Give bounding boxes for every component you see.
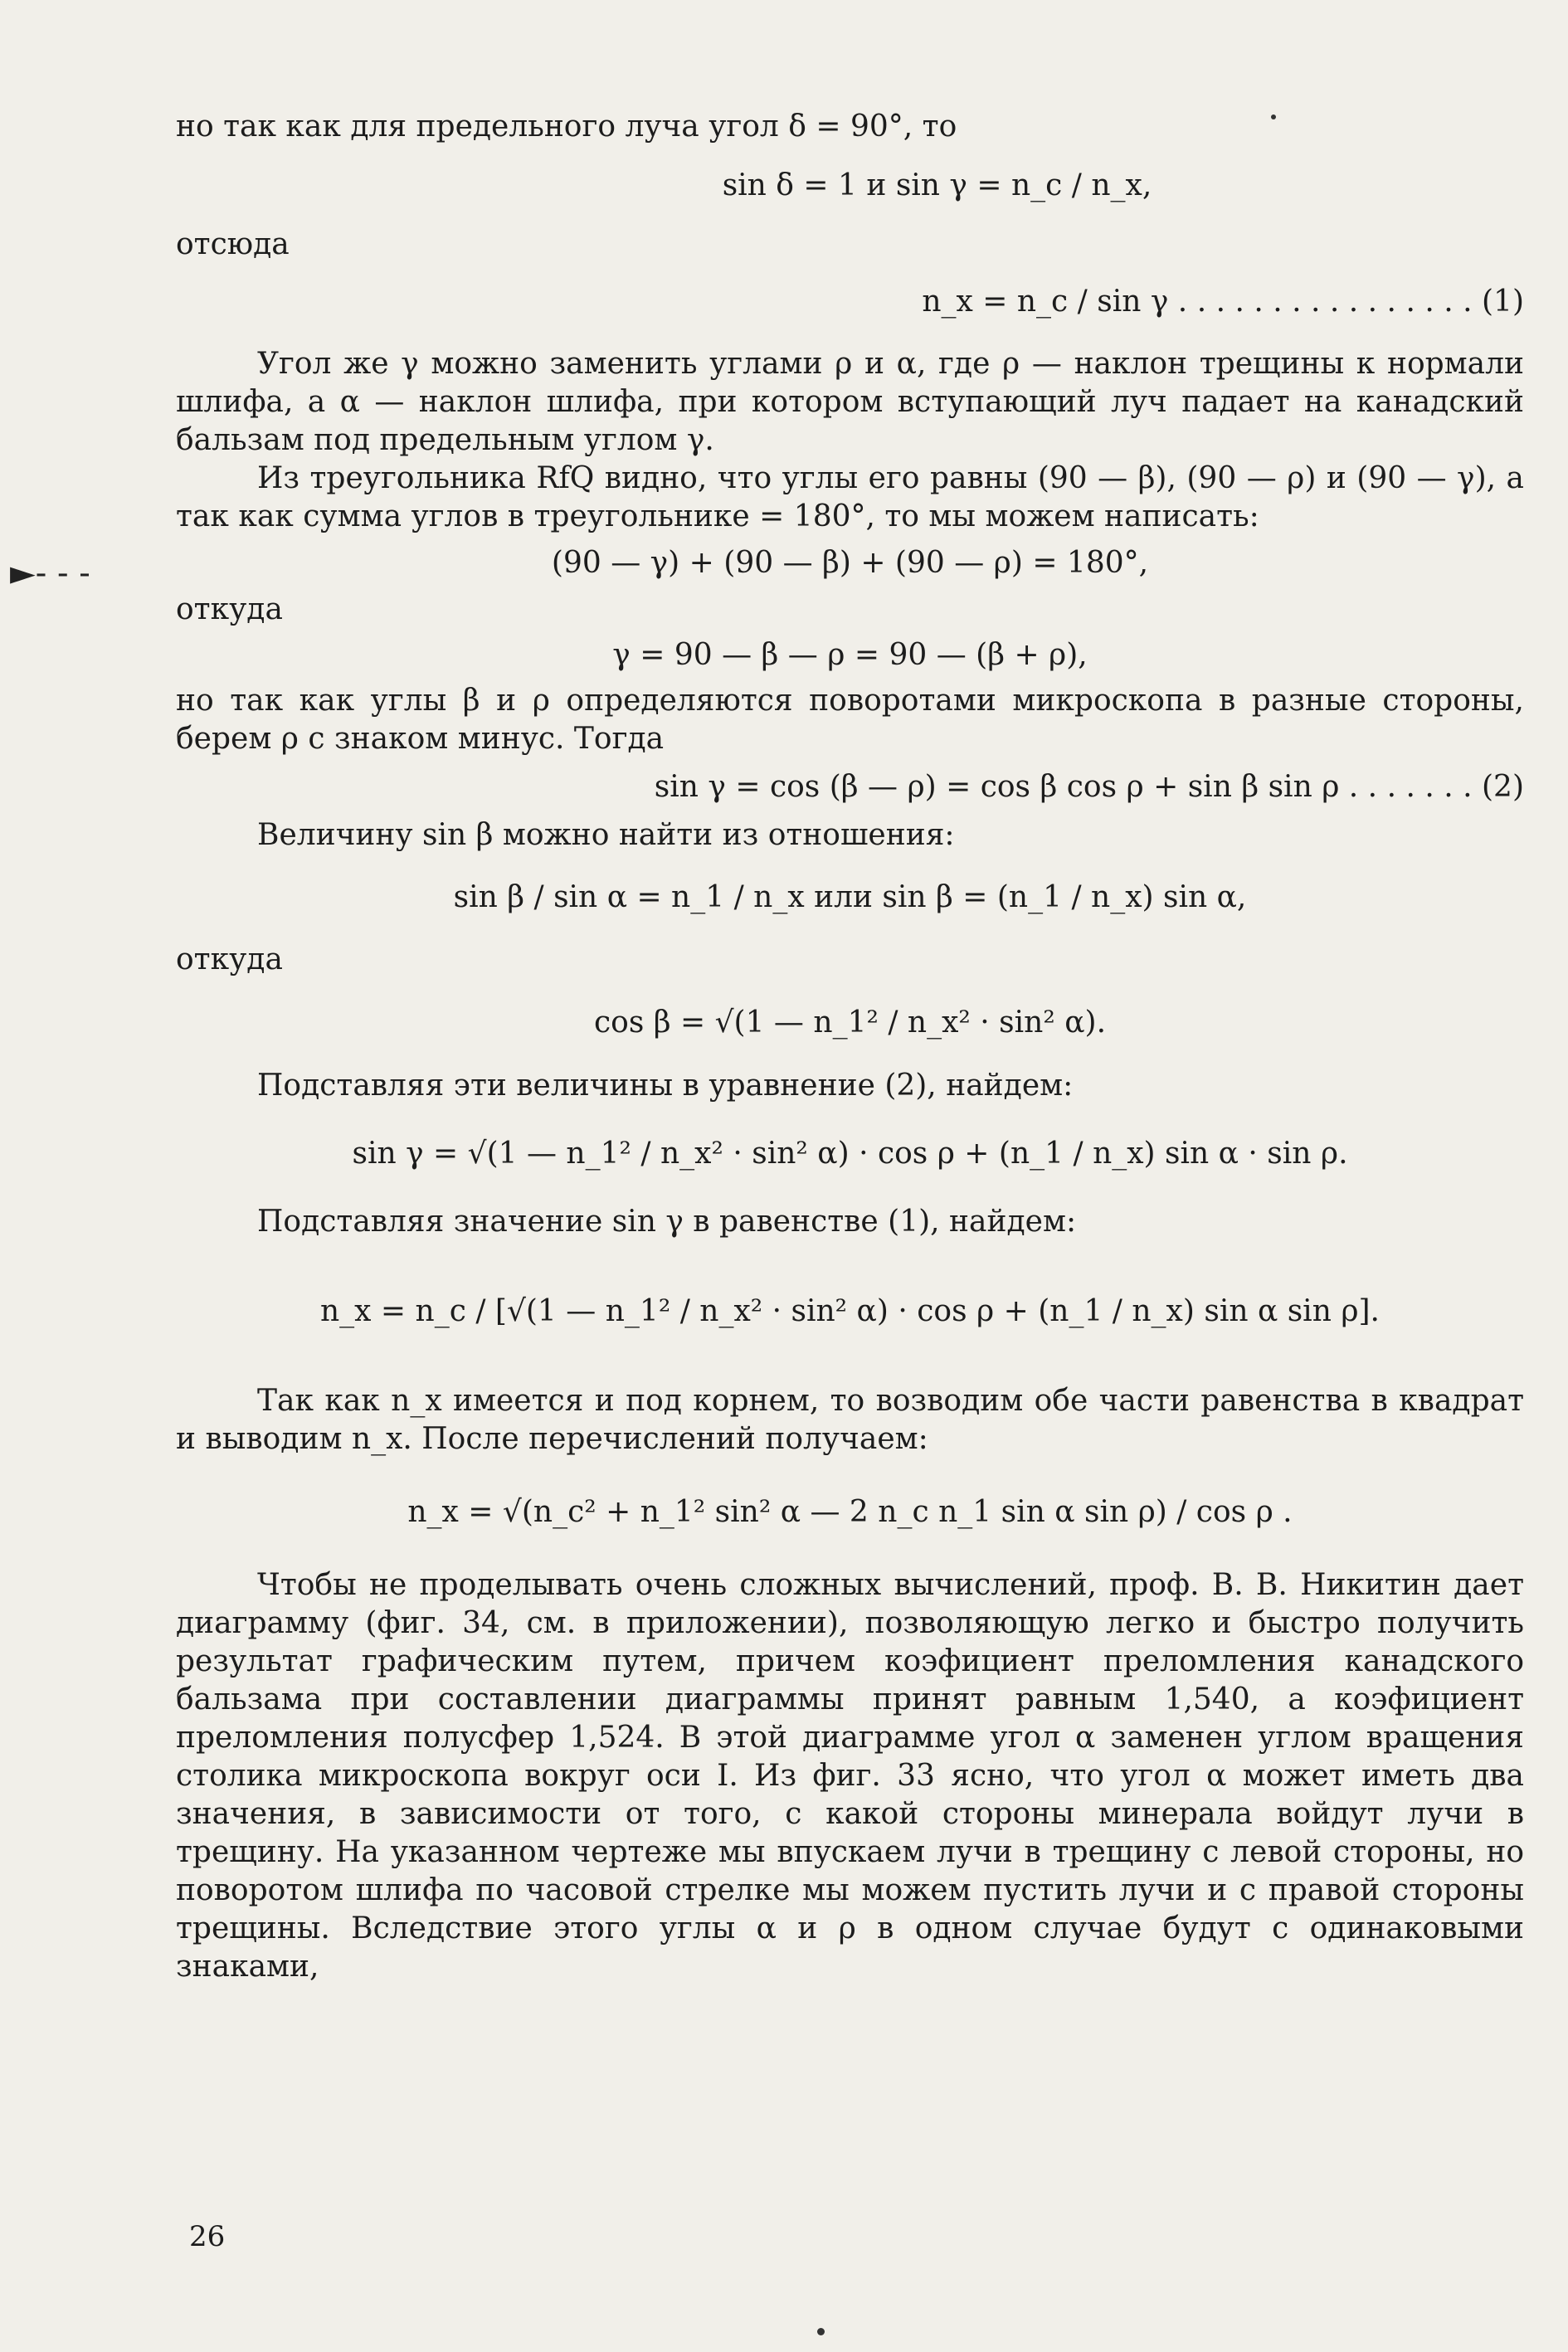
equation-text: n_x = √(n_c² + n_1² sin² α — 2 n_c n_1 sin α sin ρ) / cos ρ . bbox=[407, 1495, 1293, 1529]
equation-sin-limits bbox=[176, 146, 1524, 226]
paragraph: Из треугольника RfQ видно, что углы его равны (90 — β), (90 — ρ) и (90 — γ), а так как сумма углов в треугольнике = 180°, то мы можем написать: bbox=[176, 461, 1524, 533]
equation-nx-first bbox=[176, 1241, 1524, 1382]
equation-text: n_x = n_c / [√(1 — n_1² / n_x² · sin² α) · cos ρ + (n_1 / n_x) sin α sin ρ]. bbox=[320, 1294, 1380, 1328]
paragraph: но так как углы β и ρ определяются поворотами микроскопа в разные стороны, берем ρ с знаком минус. Тогда bbox=[176, 684, 1524, 756]
equation-substituted bbox=[176, 1105, 1524, 1203]
equation-text: (90 — γ) + (90 — β) + (90 — ρ) = 180°, bbox=[551, 546, 1149, 580]
equation-ratio bbox=[176, 855, 1524, 941]
equation-text: n_x = n_c / sin γ . . . . . . . . . . . . . . . . (1) bbox=[922, 285, 1524, 319]
equation-1 bbox=[176, 264, 1524, 340]
paragraph: Подставляя значение sin γ в равенстве (1), найдем: bbox=[257, 1205, 1077, 1239]
text-label: откуда bbox=[176, 942, 283, 976]
equation-nx-final bbox=[176, 1458, 1524, 1566]
text-column bbox=[176, 101, 1524, 1986]
page-number: 26 bbox=[189, 2220, 226, 2253]
equation-2 bbox=[176, 758, 1524, 816]
equation-text: sin β / sin α = n_1 / n_x или sin β = (n_1 / n_x) sin α, bbox=[453, 880, 1247, 914]
ink-speck bbox=[817, 2328, 825, 2335]
paragraph: Так как n_x имеется и под корнем, то возводим обе части равенства в квадрат и выводим n_x. После перечислений получаем: bbox=[176, 1384, 1524, 1456]
text-line: но так как для предельного луча угол δ = 90°, то bbox=[176, 110, 957, 144]
equation-text: sin δ = 1 и sin γ = n_c / n_x, bbox=[722, 168, 1152, 202]
equation-angle-sum bbox=[176, 536, 1524, 591]
equation-cos-beta bbox=[176, 979, 1524, 1067]
paragraph: Угол же γ можно заменить углами ρ и α, где ρ — наклон трещины к нормали шлифа, а α — наклон шлифа, при котором вступающий луч падает на канадский бальзам под предельным углом γ. bbox=[176, 347, 1524, 457]
equation-gamma bbox=[176, 629, 1524, 682]
equation-text: cos β = √(1 — n_1² / n_x² · sin² α). bbox=[593, 1006, 1107, 1040]
margin-arrow-mark: ►- - - bbox=[10, 554, 90, 592]
paragraph: Подставляя эти величины в уравнение (2), найдем: bbox=[257, 1069, 1074, 1103]
equation-text: γ = 90 — β — ρ = 90 — (β + ρ), bbox=[612, 638, 1088, 672]
equation-text: sin γ = cos (β — ρ) = cos β cos ρ + sin β sin ρ . . . . . . . (2) bbox=[654, 770, 1524, 804]
text-label: отсюда bbox=[176, 227, 290, 261]
paragraph: Чтобы не проделывать очень сложных вычислений, проф. В. В. Никитин дает диаграмму (фиг. 34, см. в приложении), позволяющую легко и быстро получить результат графическим путем, причем коэфициент преломления канадского бальзама при составлении диаграммы принят равным 1,540, а коэфициент преломления полусфер 1,524. В этой диаграмме угол α заменен углом вращения столика микроскопа вокруг оси I. Из фиг. 33 ясно, что угол α может иметь два значения, в зависимости от того, с какой стороны минерала войдут лучи в трещину. На указанном чертеже мы впускаем лучи в трещину с левой стороны, но поворотом шлифа по часовой стрелке мы можем пустить лучи и с правой стороны трещины. Вследствие этого углы α и ρ в одном случае будут с одинаковыми знаками, bbox=[176, 1568, 1524, 1984]
equation-text: sin γ = √(1 — n_1² / n_x² · sin² α) · cos ρ + (n_1 / n_x) sin α · sin ρ. bbox=[352, 1137, 1348, 1171]
text-label: откуда bbox=[176, 592, 283, 626]
paragraph: Величину sin β можно найти из отношения: bbox=[257, 818, 955, 852]
